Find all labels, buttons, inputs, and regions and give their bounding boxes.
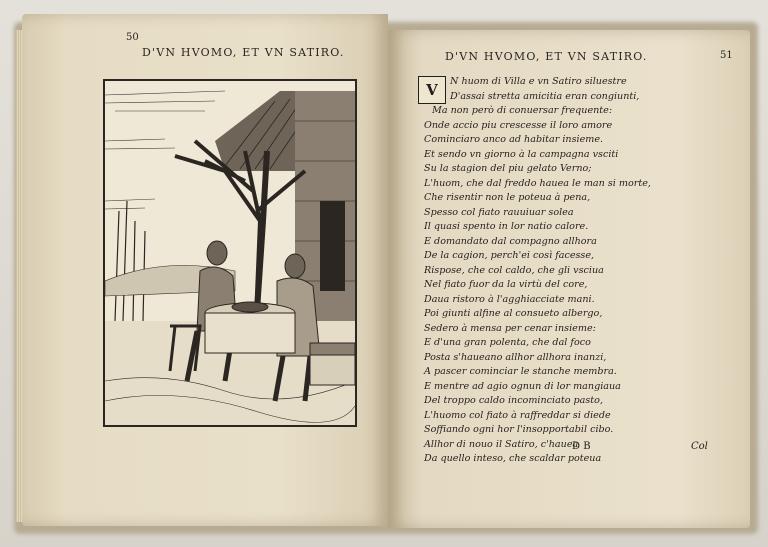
poem-line: D'assai stretta amicitia eran congiunti, [450,90,640,102]
poem-line: Allhor di nouo il Satiro, c'hauea [424,438,579,450]
left-page-number: 50 [126,32,139,43]
poem-line: Su la stagion del piu gelato Verno; [424,163,592,174]
poem-line: Da quello inteso, che scaldar poteua [424,453,602,464]
catchword: Col [691,441,708,452]
right-page-number: 51 [720,50,733,61]
poem-line: Nel fiato fuor da la virtù del core, [424,279,588,290]
poem-line: Il quasi spento in lor natio calore. [424,221,589,232]
poem-line: E d'una gran polenta, che dal foco [424,337,591,348]
woodcut-image [105,81,355,425]
poem-line: Spesso col fiato rauuiuar solea [424,206,574,218]
poem-line: Et sendo vn giorno à la campagna vsciti [424,148,619,160]
poem-line: E mentre ad agio ognun di lor mangiaua [424,380,621,392]
poem-line: A pascer cominciar le stanche membra. [424,366,617,377]
poem-line: L'huomo col fiato à raffreddar si diede [424,409,611,421]
poem-line: Sedero à mensa per cenar insieme: [424,322,596,334]
poem-line: Che risentir non le poteua à pena, [424,192,591,203]
poem-line: E domandato dal compagno allhora [424,235,597,247]
poem-text [402,75,742,467]
woodcut-illustration [103,79,357,427]
signature-mark: D B [572,441,591,452]
poem-line: Onde accio piu crescesse il loro amore [424,119,613,131]
poem-line: Del troppo caldo incominciato pasto, [424,395,603,406]
poem-line: Soffiando ogni hor l'insopportabil cibo. [424,424,614,435]
left-running-head: D'VN HVOMO, ET VN SATIRO. [142,46,345,59]
poem-line: Poi giunti alfine al consueto albergo, [424,308,603,319]
poem-line: Daua ristoro à l'agghiacciate mani. [424,293,595,305]
right-running-head: D'VN HVOMO, ET VN SATIRO. [445,50,648,63]
drop-cap: V [418,76,446,104]
poem-line: N huom di Villa e vn Satiro siluestre [450,76,627,87]
poem-line: Ma non però di conuersar frequente: [432,105,613,116]
poem-line: De la cagion, perch'ei così facesse, [424,250,595,261]
poem-line: L'huom, che dal freddo hauea le man si morte, [424,177,651,189]
poem-line: Rispose, che col caldo, che gli vsciua [424,264,604,276]
poem-line: Posta s'haueano allhor allhora inanzi, [424,351,607,363]
poem-line: Cominciaro anco ad habitar insieme. [424,134,604,145]
